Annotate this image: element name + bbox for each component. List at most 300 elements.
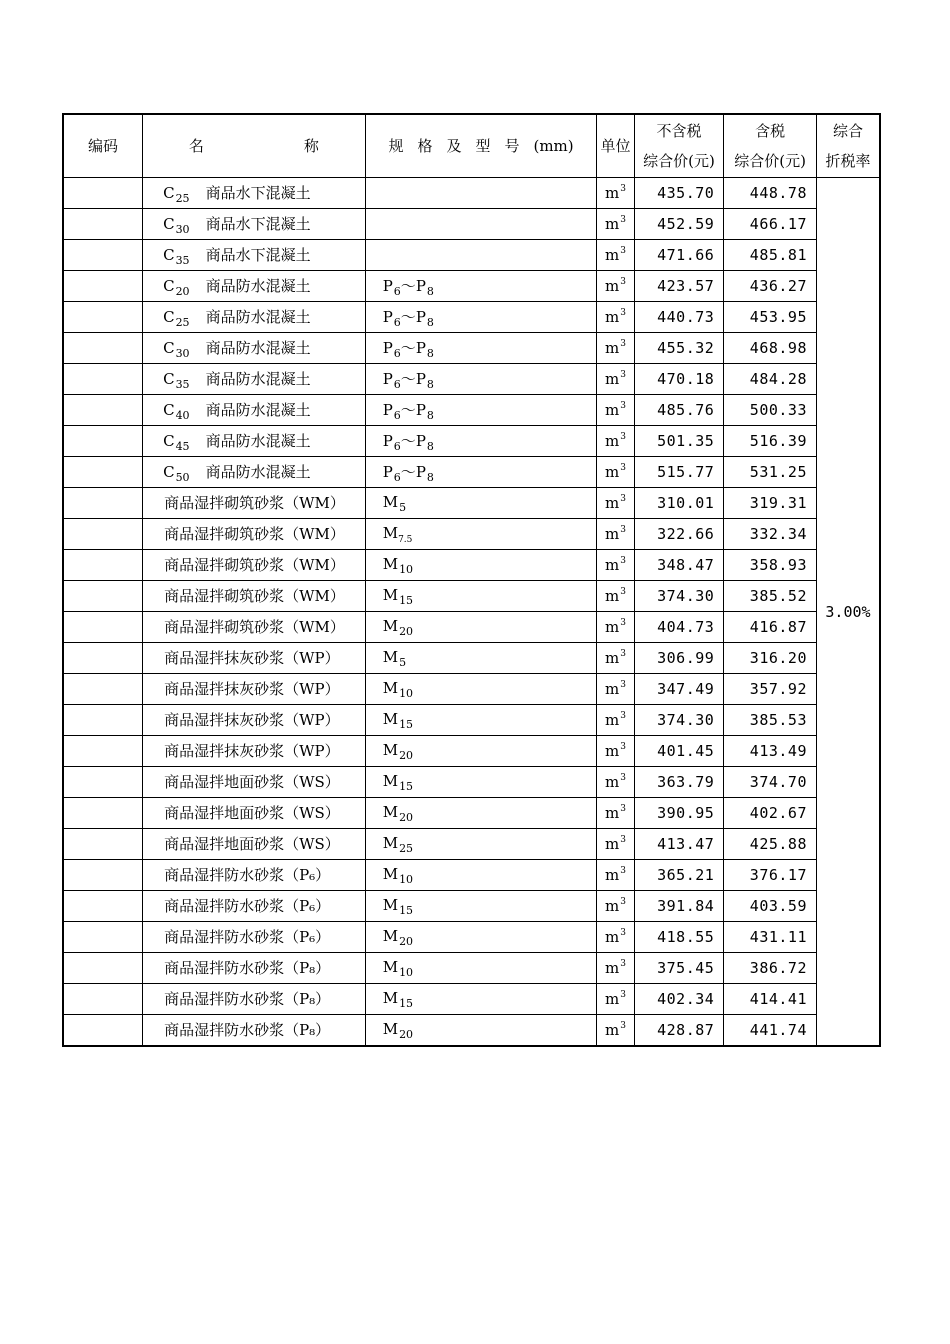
name-prefix: C (163, 431, 175, 450)
spec-a: P (382, 338, 393, 357)
cell-price-incl: 332.34 (724, 519, 817, 550)
cell-price-incl: 414.41 (724, 984, 817, 1015)
table-row (63, 209, 880, 240)
spec-a-sub: 15 (399, 903, 414, 917)
spec-a: M (382, 554, 399, 573)
cell-price-incl: 468.98 (724, 333, 817, 364)
cell-code (63, 488, 143, 519)
table-row (63, 1015, 880, 1047)
spec-a-sub: 15 (399, 779, 414, 793)
cell-code (63, 178, 143, 209)
cell-spec (365, 612, 597, 643)
spec-mid: ～ (400, 307, 416, 326)
name-text: 商品水下混凝土 (205, 245, 311, 264)
cell-unit (597, 922, 634, 953)
spec-a-sub: 6 (393, 470, 401, 484)
spec-a-sub: 10 (399, 686, 414, 700)
unit-sup: 3 (620, 246, 626, 256)
name-text: 商品湿拌砌筑砂浆（WM） (164, 493, 345, 512)
spec-b: P (415, 276, 426, 295)
table-row (63, 953, 880, 984)
unit-sup: 3 (620, 649, 626, 659)
spec-b-sub: 8 (426, 408, 434, 422)
cell-unit (597, 302, 634, 333)
cell-price-excl: 322.66 (634, 519, 724, 550)
unit-sup: 3 (620, 370, 626, 380)
header-price-excl-line1: 不含税 (656, 122, 702, 140)
unit-base: m (605, 246, 620, 264)
spec-b-sub: 8 (426, 346, 434, 360)
spec-a-sub: 20 (399, 624, 414, 638)
spec-a-sub: 20 (399, 934, 414, 948)
unit-base: m (605, 556, 620, 574)
cell-price-incl: 448.78 (724, 178, 817, 209)
spec-b-sub: 8 (426, 439, 434, 453)
cell-price-incl: 386.72 (724, 953, 817, 984)
cell-code (63, 860, 143, 891)
cell-spec (365, 457, 597, 488)
name-grade: 25 (175, 191, 190, 205)
table-row (63, 705, 880, 736)
cell-name (143, 829, 366, 860)
cell-price-excl: 423.57 (634, 271, 724, 302)
table-row (63, 767, 880, 798)
unit-base: m (605, 990, 620, 1008)
header-rate-line2: 折税率 (825, 152, 871, 170)
cell-price-excl: 348.47 (634, 550, 724, 581)
spec-a-sub: 10 (399, 872, 414, 886)
spec-b-sub: 8 (426, 470, 434, 484)
cell-code (63, 209, 143, 240)
spec-a-sub: 15 (399, 996, 414, 1010)
spec-a-sub: 7.5 (398, 534, 413, 545)
unit-base: m (605, 494, 620, 512)
name-prefix: C (163, 338, 175, 357)
cell-price-excl: 452.59 (634, 209, 724, 240)
spec-a: M (382, 678, 399, 697)
spec-b-sub: 8 (426, 284, 434, 298)
unit-sup: 3 (620, 1021, 626, 1031)
cell-price-incl: 374.70 (724, 767, 817, 798)
unit-sup: 3 (620, 618, 626, 628)
table-row (63, 860, 880, 891)
cell-code (63, 550, 143, 581)
name-text: 商品湿拌防水砂浆（P₆） (164, 865, 331, 884)
cell-code (63, 612, 143, 643)
cell-price-excl: 440.73 (634, 302, 724, 333)
cell-code (63, 674, 143, 705)
cell-unit (597, 767, 634, 798)
spec-a-sub: 6 (393, 284, 401, 298)
header-spec-unit: (mm) (533, 137, 574, 155)
name-text: 商品湿拌砌筑砂浆（WM） (164, 524, 345, 543)
unit-base: m (605, 432, 620, 450)
cell-price-excl: 471.66 (634, 240, 724, 271)
cell-code (63, 798, 143, 829)
cell-code (63, 240, 143, 271)
name-grade: 40 (175, 408, 190, 422)
cell-price-excl: 428.87 (634, 1015, 724, 1047)
unit-base: m (605, 463, 620, 481)
table-row (63, 302, 880, 333)
unit-base: m (605, 215, 620, 233)
spec-a-sub: 6 (393, 315, 401, 329)
cell-name (143, 984, 366, 1015)
cell-price-incl: 466.17 (724, 209, 817, 240)
cell-price-excl: 391.84 (634, 891, 724, 922)
spec-a: M (382, 988, 399, 1007)
table-row (63, 922, 880, 953)
cell-name (143, 674, 366, 705)
cell-name (143, 333, 366, 364)
header-price-excl-line2: 综合价(元) (643, 152, 715, 170)
cell-price-incl: 319.31 (724, 488, 817, 519)
spec-a: M (382, 771, 399, 790)
unit-sup: 3 (620, 556, 626, 566)
cell-name (143, 457, 366, 488)
spec-a-sub: 25 (399, 841, 414, 855)
spec-mid: ～ (400, 369, 416, 388)
spec-a: M (382, 1019, 399, 1038)
cell-code (63, 581, 143, 612)
unit-base: m (605, 370, 620, 388)
cell-price-incl: 485.81 (724, 240, 817, 271)
unit-base: m (605, 711, 620, 729)
name-grade: 50 (175, 470, 190, 484)
cell-name (143, 798, 366, 829)
price-table (62, 113, 881, 1047)
cell-price-excl: 455.32 (634, 333, 724, 364)
cell-code (63, 457, 143, 488)
name-text: 商品水下混凝土 (205, 183, 311, 202)
unit-base: m (605, 1021, 620, 1039)
cell-spec (365, 178, 597, 209)
cell-code (63, 643, 143, 674)
cell-name (143, 922, 366, 953)
cell-price-incl: 425.88 (724, 829, 817, 860)
unit-sup: 3 (620, 990, 626, 1000)
cell-unit (597, 488, 634, 519)
cell-name (143, 1015, 366, 1047)
cell-name (143, 550, 366, 581)
cell-unit (597, 457, 634, 488)
spec-a-sub: 10 (399, 562, 414, 576)
spec-a-sub: 20 (399, 810, 414, 824)
cell-unit (597, 705, 634, 736)
cell-spec (365, 271, 597, 302)
header-price-incl-line1: 含税 (755, 122, 786, 140)
table-row (63, 271, 880, 302)
name-text: 商品湿拌防水砂浆（P₆） (164, 927, 331, 946)
cell-price-excl: 365.21 (634, 860, 724, 891)
cell-unit (597, 674, 634, 705)
table-row (63, 891, 880, 922)
unit-sup: 3 (620, 432, 626, 442)
name-grade: 45 (175, 439, 190, 453)
unit-base: m (605, 618, 620, 636)
spec-a-sub: 6 (393, 439, 401, 453)
spec-mid: ～ (400, 431, 416, 450)
unit-base: m (605, 525, 620, 543)
cell-unit (597, 333, 634, 364)
unit-base: m (605, 835, 620, 853)
spec-a-sub: 5 (399, 655, 407, 669)
cell-unit (597, 519, 634, 550)
cell-spec (365, 736, 597, 767)
cell-unit (597, 426, 634, 457)
cell-unit (597, 860, 634, 891)
cell-name (143, 891, 366, 922)
cell-code (63, 953, 143, 984)
spec-a: P (382, 462, 393, 481)
name-text: 商品防水混凝土 (205, 462, 311, 481)
cell-price-incl: 500.33 (724, 395, 817, 426)
unit-base: m (605, 897, 620, 915)
cell-name (143, 705, 366, 736)
name-text: 商品湿拌抹灰砂浆（WP） (164, 741, 340, 760)
table-row (63, 612, 880, 643)
table-row (63, 488, 880, 519)
cell-name (143, 860, 366, 891)
unit-sup: 3 (620, 742, 626, 752)
unit-sup: 3 (620, 804, 626, 814)
cell-price-excl: 515.77 (634, 457, 724, 488)
unit-base: m (605, 277, 620, 295)
cell-code (63, 426, 143, 457)
table-row (63, 240, 880, 271)
cell-price-incl: 436.27 (724, 271, 817, 302)
name-text: 商品湿拌地面砂浆（WS） (164, 772, 340, 791)
name-text: 商品湿拌防水砂浆（P₆） (164, 896, 331, 915)
name-text: 商品水下混凝土 (205, 214, 311, 233)
spec-a-sub: 6 (393, 346, 401, 360)
table-row (63, 178, 880, 209)
cell-price-excl: 363.79 (634, 767, 724, 798)
spec-mid: ～ (400, 400, 416, 419)
unit-sup: 3 (620, 463, 626, 473)
unit-base: m (605, 928, 620, 946)
cell-spec (365, 581, 597, 612)
cell-price-incl: 531.25 (724, 457, 817, 488)
cell-price-excl: 485.76 (634, 395, 724, 426)
table-row (63, 364, 880, 395)
table-header-row (63, 114, 880, 178)
name-grade: 30 (175, 346, 190, 360)
spec-a-sub: 10 (399, 965, 414, 979)
header-price-incl-line2: 综合价(元) (734, 152, 806, 170)
cell-name (143, 643, 366, 674)
table-row (63, 829, 880, 860)
unit-sup: 3 (620, 401, 626, 411)
unit-base: m (605, 649, 620, 667)
table-row (63, 581, 880, 612)
table-row (63, 426, 880, 457)
name-text: 商品湿拌防水砂浆（P₈） (164, 989, 331, 1008)
spec-b: P (415, 462, 426, 481)
unit-sup: 3 (620, 525, 626, 535)
name-text: 商品湿拌防水砂浆（P₈） (164, 958, 331, 977)
cell-price-incl: 413.49 (724, 736, 817, 767)
name-prefix: C (163, 307, 175, 326)
unit-base: m (605, 773, 620, 791)
header-unit (597, 114, 634, 178)
spec-a: M (382, 523, 399, 542)
header-name (143, 114, 366, 178)
cell-unit (597, 643, 634, 674)
cell-code (63, 922, 143, 953)
spec-b: P (415, 400, 426, 419)
name-grade: 25 (175, 315, 190, 329)
unit-base: m (605, 959, 620, 977)
cell-code (63, 736, 143, 767)
name-prefix: C (163, 400, 175, 419)
table-row (63, 395, 880, 426)
name-grade: 35 (175, 253, 190, 267)
cell-unit (597, 984, 634, 1015)
cell-price-excl: 374.30 (634, 705, 724, 736)
cell-price-incl: 376.17 (724, 860, 817, 891)
table-row (63, 736, 880, 767)
cell-spec (365, 643, 597, 674)
spec-a-sub: 20 (399, 1027, 414, 1041)
cell-code (63, 891, 143, 922)
cell-unit (597, 364, 634, 395)
cell-price-excl: 413.47 (634, 829, 724, 860)
spec-a: M (382, 740, 399, 759)
cell-price-incl: 516.39 (724, 426, 817, 457)
cell-name (143, 488, 366, 519)
cell-code (63, 1015, 143, 1047)
cell-code (63, 333, 143, 364)
cell-price-incl: 416.87 (724, 612, 817, 643)
cell-price-excl: 404.73 (634, 612, 724, 643)
table-row (63, 519, 880, 550)
cell-spec (365, 302, 597, 333)
cell-price-excl: 470.18 (634, 364, 724, 395)
name-text: 商品防水混凝土 (205, 338, 311, 357)
spec-a: P (382, 431, 393, 450)
spec-a-sub: 5 (399, 500, 407, 514)
unit-base: m (605, 804, 620, 822)
cell-code (63, 271, 143, 302)
cell-name (143, 426, 366, 457)
spec-b: P (415, 338, 426, 357)
cell-unit (597, 1015, 634, 1047)
unit-base: m (605, 308, 620, 326)
cell-unit (597, 209, 634, 240)
header-rate (816, 114, 880, 178)
spec-mid: ～ (400, 338, 416, 357)
cell-unit (597, 178, 634, 209)
name-text: 商品防水混凝土 (205, 276, 311, 295)
cell-code (63, 302, 143, 333)
unit-sup: 3 (620, 339, 626, 349)
cell-code (63, 767, 143, 798)
cell-spec (365, 550, 597, 581)
unit-sup: 3 (620, 308, 626, 318)
cell-price-excl: 306.99 (634, 643, 724, 674)
unit-sup: 3 (620, 587, 626, 597)
unit-sup: 3 (620, 277, 626, 287)
cell-price-excl: 501.35 (634, 426, 724, 457)
spec-a: P (382, 400, 393, 419)
name-grade: 30 (175, 222, 190, 236)
table-row (63, 457, 880, 488)
cell-price-excl: 390.95 (634, 798, 724, 829)
cell-spec (365, 333, 597, 364)
cell-spec (365, 891, 597, 922)
cell-spec (365, 364, 597, 395)
cell-name (143, 364, 366, 395)
unit-base: m (605, 866, 620, 884)
cell-spec (365, 705, 597, 736)
table-body (63, 178, 880, 1047)
unit-base: m (605, 339, 620, 357)
cell-spec (365, 767, 597, 798)
spec-a: M (382, 647, 399, 666)
header-code (63, 114, 143, 178)
unit-sup: 3 (620, 866, 626, 876)
name-text: 商品湿拌地面砂浆（WS） (164, 834, 340, 853)
cell-unit (597, 581, 634, 612)
spec-a-sub: 6 (393, 408, 401, 422)
cell-code (63, 519, 143, 550)
cell-unit (597, 612, 634, 643)
unit-base: m (605, 587, 620, 605)
cell-price-incl: 385.53 (724, 705, 817, 736)
cell-unit (597, 891, 634, 922)
cell-price-incl: 385.52 (724, 581, 817, 612)
unit-sup: 3 (620, 494, 626, 504)
cell-price-excl: 435.70 (634, 178, 724, 209)
cell-tax-rate: 3.00% (816, 178, 880, 1047)
spec-a: P (382, 369, 393, 388)
cell-unit (597, 736, 634, 767)
cell-spec (365, 426, 597, 457)
cell-name (143, 953, 366, 984)
cell-unit (597, 395, 634, 426)
cell-spec (365, 395, 597, 426)
cell-name (143, 271, 366, 302)
cell-spec (365, 860, 597, 891)
name-grade: 20 (175, 284, 190, 298)
cell-price-excl: 401.45 (634, 736, 724, 767)
cell-price-excl: 310.01 (634, 488, 724, 519)
cell-price-excl: 375.45 (634, 953, 724, 984)
spec-b: P (415, 307, 426, 326)
name-prefix: C (163, 462, 175, 481)
name-text: 商品湿拌砌筑砂浆（WM） (164, 586, 345, 605)
spec-b: P (415, 369, 426, 388)
spec-b-sub: 8 (426, 315, 434, 329)
cell-name (143, 736, 366, 767)
cell-name (143, 612, 366, 643)
unit-sup: 3 (620, 184, 626, 194)
cell-name (143, 240, 366, 271)
unit-sup: 3 (620, 215, 626, 225)
spec-a-sub: 15 (399, 717, 414, 731)
cell-price-incl: 484.28 (724, 364, 817, 395)
spec-a: M (382, 926, 399, 945)
cell-code (63, 364, 143, 395)
table-row (63, 798, 880, 829)
name-text: 商品湿拌地面砂浆（WS） (164, 803, 340, 822)
unit-sup: 3 (620, 711, 626, 721)
cell-unit (597, 240, 634, 271)
name-text: 商品湿拌抹灰砂浆（WP） (164, 648, 340, 667)
cell-price-excl: 418.55 (634, 922, 724, 953)
cell-price-incl: 358.93 (724, 550, 817, 581)
